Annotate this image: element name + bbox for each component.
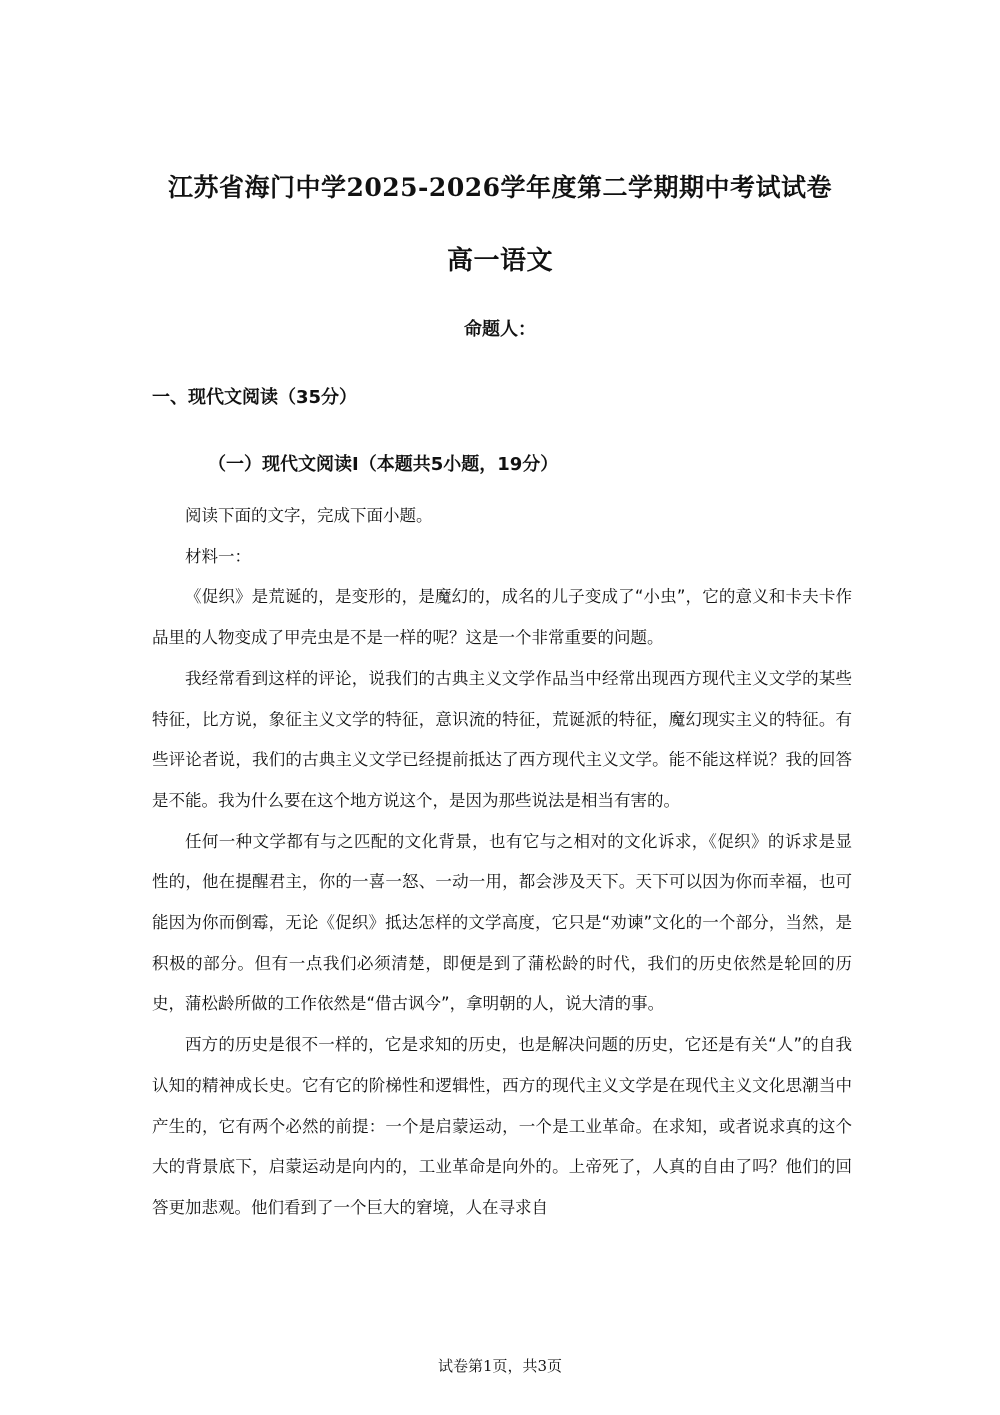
passage-paragraph: 西方的历史是很不一样的，它是求知的历史，也是解决问题的历史，它还是有关“人”的自我认知的精神成长史。它有它的阶梯性和逻辑性，西方的现代主义文学是在现代主义文化思潮当中产生的，它有两个必然的前提：一个是启蒙运动，一个是工业革命。在求知，或者说求真的这个大的背景底下，启蒙运动是向内的，工业革命是向外的。上帝死了，人真的自由了吗？他们的回答更加悲观。他们看到了一个巨大的窘境，人在寻求自 [152,1035,852,1217]
passage-body [152,496,852,1229]
page-footer: 试卷第1页，共3页 [437,1357,563,1375]
section-heading: 一、现代文阅读（35分） [152,387,358,408]
subsection-heading: （一）现代文阅读Ⅰ（本题共5小题，19分） [208,454,559,475]
passage-paragraph: 《促织》是荒诞的，是变形的，是魔幻的，成名的儿子变成了“小虫”，它的意义和卡夫卡作品里的人物变成了甲壳虫是不是一样的呢？这是一个非常重要的问题。 [152,587,852,648]
material-label: 材料一： [185,546,251,566]
passage-paragraph: 任何一种文学都有与之匹配的文化背景，也有它与之相对的文化诉求，《促织》的诉求是显性的，他在提醒君主，你的一喜一怒、一动一用，都会涉及天下。天下可以因为你而幸福，也可能因为你而倒霉，无论《促织》抵达怎样的文学高度，它只是“劝谏”文化的一个部分，当然，是积极的部分。但有一点我们必须清楚，即便是到了蒲松龄的时代，我们的历史依然是轮回的历史，蒲松龄所做的工作依然是“借古讽今”，拿明朝的人，说大清的事。 [152,831,852,1014]
subject-title: 高一语文 [446,246,553,276]
author-label: 命题人： [464,319,536,340]
exam-title: 江苏省海门中学2025-2026学年度第二学期期中考试试卷 [167,173,833,202]
passage-paragraph: 我经常看到这样的评论，说我们的古典主义文学作品当中经常出现西方现代主义文学的某些特征，比方说，象征主义文学的特征，意识流的特征，荒诞派的特征，魔幻现实主义的特征。有些评论者说，我们的古典主义文学已经提前抵达了西方现代主义文学。能不能这样说？我的回答是不能。我为什么要在这个地方说这个，是因为那些说法是相当有害的。 [152,668,852,810]
passage-instruction: 阅读下面的文字，完成下面小题。 [185,506,433,525]
